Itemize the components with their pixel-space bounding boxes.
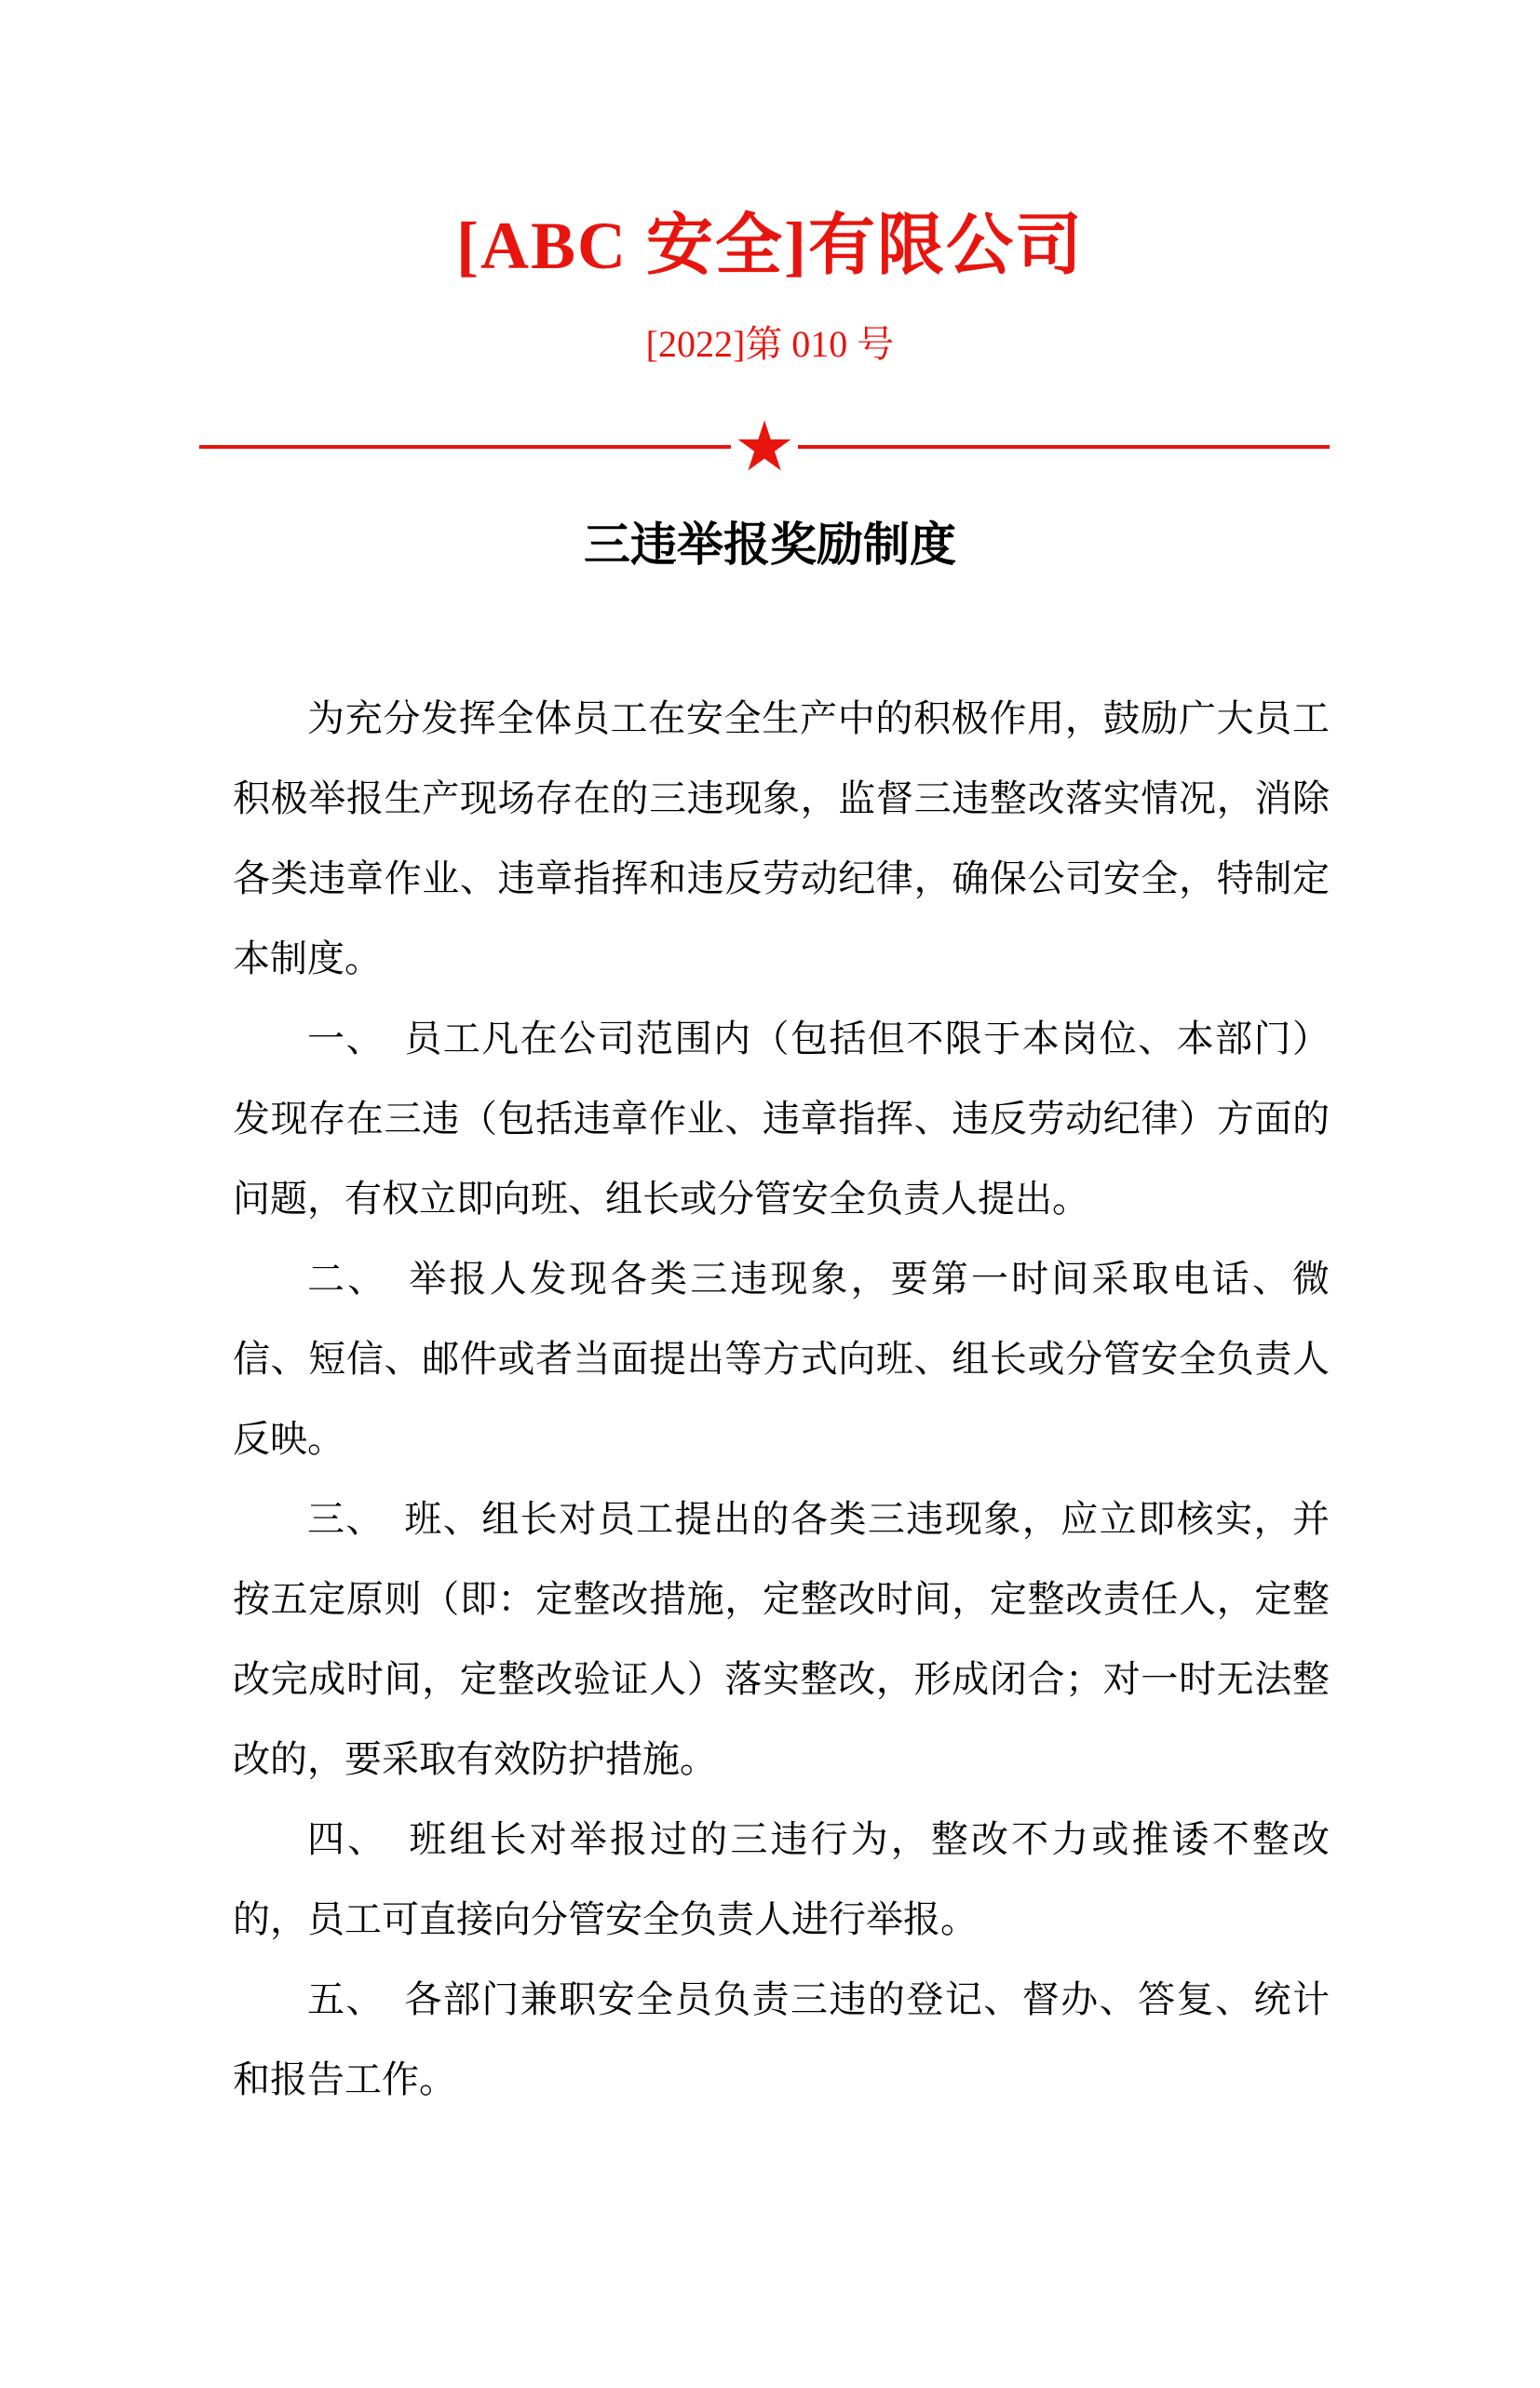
star-icon: ★	[733, 407, 796, 487]
divider-line-left	[199, 445, 731, 449]
paragraph-item-3: 三、 班、组长对员工提出的各类三违现象，应立即核实，并按五定原则（即：定整改措施，定整改时间，定整改责任人，定整改完成时间，定整改验证人）落实整改，形成闭合；对一时无法整改的，要采取有效防护措施。	[233, 1498, 1330, 1780]
paragraph-item-4: 四、 班组长对举报过的三违行为，整改不力或推诿不整改的，员工可直接向分管安全负责人进行举报。	[233, 1818, 1330, 1940]
document-page	[0, 210, 1540, 2388]
divider-line-right	[798, 445, 1330, 449]
header-divider	[199, 407, 1330, 487]
document-title: 三违举报奖励制度	[584, 519, 956, 571]
paragraph-intro: 为充分发挥全体员工在安全生产中的积极作用，鼓励广大员工积极举报生产现场存在的三违现象，监督三违整改落实情况，消除各类违章作业、违章指挥和违反劳动纪律，确保公司安全，特制定本制度。	[233, 697, 1330, 979]
paragraph-item-5: 五、 各部门兼职安全员负责三违的登记、督办、答复、统计和报告工作。	[233, 1978, 1330, 2100]
document-body	[0, 679, 1540, 2120]
doc-number: [2022]第 010 号	[645, 323, 895, 365]
paragraph-item-2: 二、 举报人发现各类三违现象，要第一时间采取电话、微信、短信、邮件或者当面提出等方式向班、组长或分管安全负责人反映。	[233, 1258, 1330, 1460]
company-title: [ABC 安全]有限公司	[456, 209, 1084, 283]
paragraph-item-1: 一、 员工凡在公司范围内（包括但不限于本岗位、本部门）发现存在三违（包括违章作业、违章指挥、违反劳动纪律）方面的问题，有权立即向班、组长或分管安全负责人提出。	[233, 1018, 1330, 1220]
